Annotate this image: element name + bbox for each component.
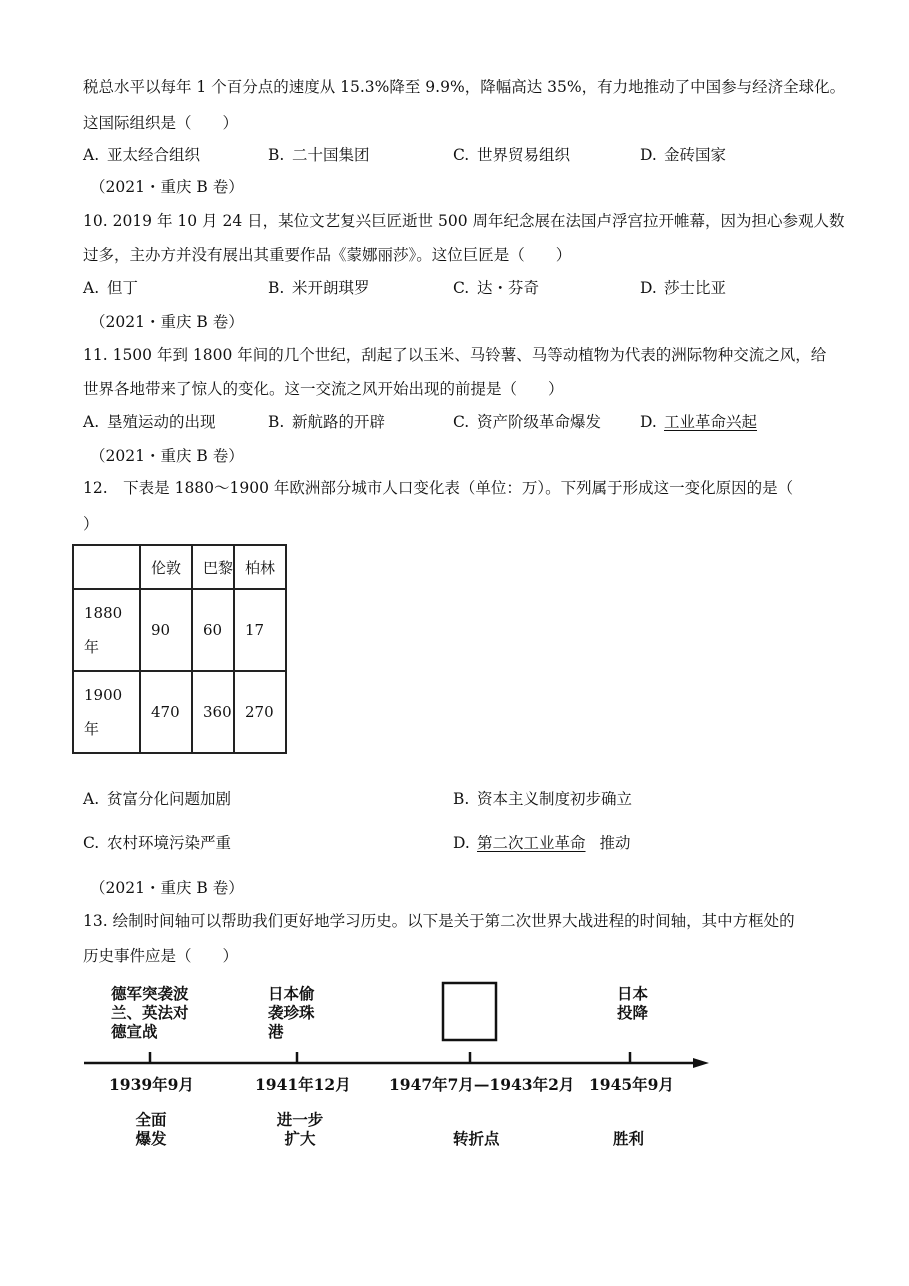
q11-option-b[interactable]: B. 新航路的开辟 [268, 413, 386, 431]
q10-line-2: 过多，主办方并没有展出其重要作品《蒙娜丽莎》。这位巨匠是（ ） [83, 246, 572, 264]
q12-option-b[interactable]: B. 资本主义制度初步确立 [453, 790, 633, 808]
q12-line-2: ） [83, 515, 99, 533]
timeline-stage: 全面 爆发 [135, 1110, 167, 1148]
source-note: （2021・重庆 B 卷） [90, 879, 244, 897]
q12-option-c[interactable]: C. 农村环境污染严重 [83, 834, 232, 852]
timeline-event-1939: 德军突袭波 兰、英法对 德宣战 [111, 984, 189, 1041]
table-cell: 470 [140, 671, 192, 753]
table-header-london: 伦敦 [140, 545, 192, 589]
table-row [73, 589, 286, 671]
q10-option-a[interactable]: A. 但丁 [83, 279, 139, 297]
q9-line-2: 这国际组织是（ ） [83, 114, 239, 132]
table-cell: 270 [234, 671, 286, 753]
q13-line-1: 13. 绘制时间轴可以帮助我们更好地学习历史。以下是关于第二次世界大战进程的时间轴，其中方框处的 [83, 912, 795, 930]
table-row [73, 671, 286, 753]
table-header-cell [73, 545, 140, 589]
table-header-paris: 巴黎 [192, 545, 234, 589]
source-note: （2021・重庆 B 卷） [90, 178, 244, 196]
q9-option-d[interactable]: D. 金砖国家 [640, 146, 727, 164]
q12-line-1: 12. 下表是 1880～1900 年欧洲部分城市人口变化表（单位：万）。下列属于形成这一变化原因的是（ [83, 479, 794, 497]
table-header-row [73, 545, 286, 589]
q9-option-a[interactable]: A. 亚太经合组织 [83, 146, 201, 164]
table-row-year: 1880 年 [73, 589, 140, 671]
table-row-year: 1900 年 [73, 671, 140, 753]
q9-option-b[interactable]: B. 二十国集团 [268, 146, 370, 164]
table-cell: 360 [192, 671, 234, 753]
q12-option-d[interactable]: D. 第二次工业革命 推动 [453, 834, 631, 852]
timeline-stage: 进一步 扩大 [276, 1110, 324, 1148]
table-cell: 60 [192, 589, 234, 671]
q10-option-d[interactable]: D. 莎士比亚 [640, 279, 727, 297]
timeline-date: 1939年9月 [109, 1075, 194, 1094]
timeline-stage: 转折点 [453, 1129, 500, 1148]
q10-line-1: 10. 2019 年 10 月 24 日，某位文艺复兴巨匠逝世 500 周年纪念展在法国卢浮宫拉开帷幕，因为担心参观人数 [83, 212, 845, 230]
table-header-berlin: 柏林 [234, 545, 286, 589]
q11-option-d[interactable]: D. 工业革命兴起 [640, 413, 758, 431]
timeline-event-1941: 日本偷 袭珍珠 港 [268, 984, 315, 1041]
axis-arrow-icon [693, 1058, 709, 1068]
q12-option-a[interactable]: A. 贫富分化问题加剧 [83, 790, 232, 808]
population-table [72, 544, 287, 754]
q9-option-c[interactable]: C. 世界贸易组织 [453, 146, 571, 164]
timeline-stage: 胜利 [613, 1129, 645, 1148]
q10-option-b[interactable]: B. 米开朗琪罗 [268, 279, 370, 297]
q11-option-c[interactable]: C. 资产阶级革命爆发 [453, 413, 602, 431]
q11-line-2: 世界各地带来了惊人的变化。这一交流之风开始出现的前提是（ ） [83, 380, 564, 398]
timeline-date: 1945年9月 [589, 1075, 674, 1094]
timeline-date: 1941年12月 [255, 1075, 351, 1094]
table-cell: 90 [140, 589, 192, 671]
q9-line-1: 税总水平以每年 1 个百分点的速度从 15.3%降至 9.9%，降幅高达 35%，有力地推动了中国参与经济全球化。 [83, 78, 846, 96]
q10-option-c[interactable]: C. 达・芬奇 [453, 279, 540, 297]
source-note: （2021・重庆 B 卷） [90, 447, 244, 465]
table-cell: 17 [234, 589, 286, 671]
source-note: （2021・重庆 B 卷） [90, 313, 244, 331]
q11-line-1: 11. 1500 年到 1800 年间的几个世纪，刮起了以玉米、马铃薯、马等动植物为代表的洲际物种交流之风，给 [83, 346, 827, 364]
timeline-event-1945: 日本 投降 [617, 984, 649, 1022]
q13-line-2: 历史事件应是（ ） [83, 947, 239, 965]
q11-option-a[interactable]: A. 垦殖运动的出现 [83, 413, 216, 431]
blank-answer-box [443, 983, 496, 1040]
timeline-date: 1947年7月—1943年2月 [389, 1075, 575, 1094]
